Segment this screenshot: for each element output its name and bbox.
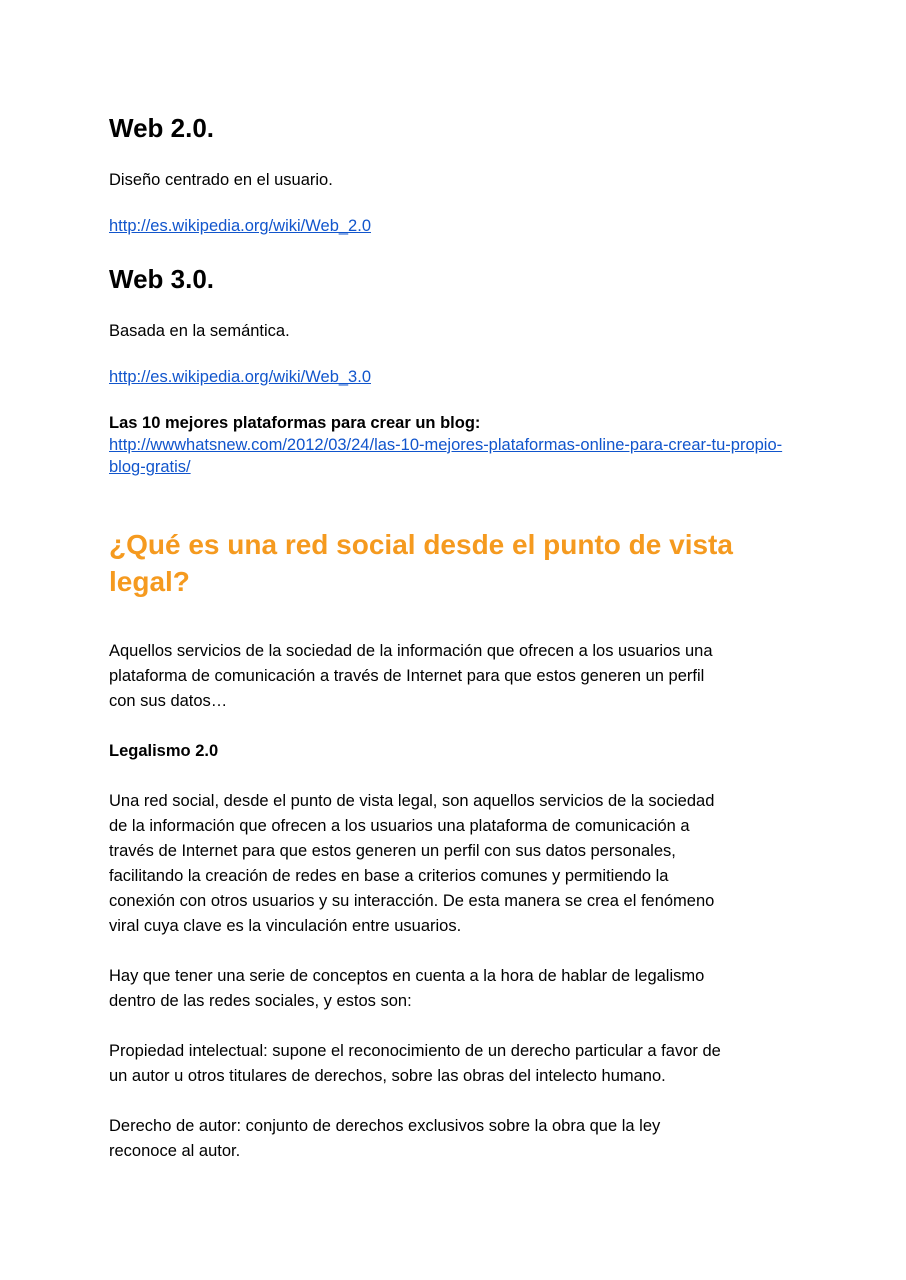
blog-platforms-link[interactable] [109, 434, 782, 478]
paragraph-propiedad-intelectual [109, 1039, 721, 1089]
heading-red-social-legal [109, 526, 733, 600]
text-line: Derecho de autor: conjunto de derechos exclusivos sobre la obra que la ley [109, 1117, 661, 1135]
text-line: plataforma de comunicación a través de Internet para que estos generen un perfil [109, 667, 705, 685]
blog-platforms-label: Las 10 mejores plataformas para crear un blog: [109, 414, 481, 432]
heading-line: ¿Qué es una red social desde el punto de vista [109, 529, 733, 560]
text-line: Una red social, desde el punto de vista legal, son aquellos servicios de la sociedad [109, 792, 715, 810]
text-line: un autor u otros titulares de derechos, sobre las obras del intelecto humano. [109, 1067, 666, 1085]
text-line: facilitando la creación de redes en base a criterios comunes y permitiendo la [109, 867, 669, 885]
text-line: conexión con otros usuarios y su interacción. De esta manera se crea el fenómeno [109, 892, 715, 910]
link-line[interactable]: http://wwwhatsnew.com/2012/03/24/las-10-mejores-plataformas-online-para-crear-tu-propio- [109, 436, 783, 454]
text-line: con sus datos… [109, 692, 228, 710]
web3-link[interactable]: http://es.wikipedia.org/wiki/Web_3.0 [109, 368, 371, 386]
web2-link[interactable]: http://es.wikipedia.org/wiki/Web_2.0 [109, 217, 371, 235]
text-line: reconoce al autor. [109, 1142, 241, 1160]
blog-platforms-block [109, 412, 782, 478]
text-line: Aquellos servicios de la sociedad de la información que ofrecen a los usuarios una [109, 642, 713, 660]
subheading-legalismo: Legalismo 2.0 [109, 742, 219, 760]
heading-web-3: Web 3.0. [109, 264, 215, 294]
text-line: Propiedad intelectual: supone el reconocimiento de un derecho particular a favor de [109, 1042, 721, 1060]
web2-description: Diseño centrado en el usuario. [109, 171, 333, 189]
paragraph-definition [109, 789, 714, 939]
text-line: Hay que tener una serie de conceptos en cuenta a la hora de hablar de legalismo [109, 967, 705, 985]
heading-line: legal? [109, 566, 190, 597]
paragraph-derecho-autor [109, 1114, 660, 1164]
text-line: de la información que ofrecen a los usuarios una plataforma de comunicación a [109, 817, 690, 835]
paragraph-concepts [109, 964, 704, 1014]
web3-description: Basada en la semántica. [109, 322, 290, 340]
text-line: viral cuya clave es la vinculación entre usuarios. [109, 917, 462, 935]
heading-web-2: Web 2.0. [109, 113, 215, 143]
text-line: dentro de las redes sociales, y estos son: [109, 992, 412, 1010]
intro-paragraph [109, 639, 713, 714]
text-line: través de Internet para que estos generen un perfil con sus datos personales, [109, 842, 676, 860]
link-line[interactable]: blog-gratis/ [109, 458, 191, 476]
